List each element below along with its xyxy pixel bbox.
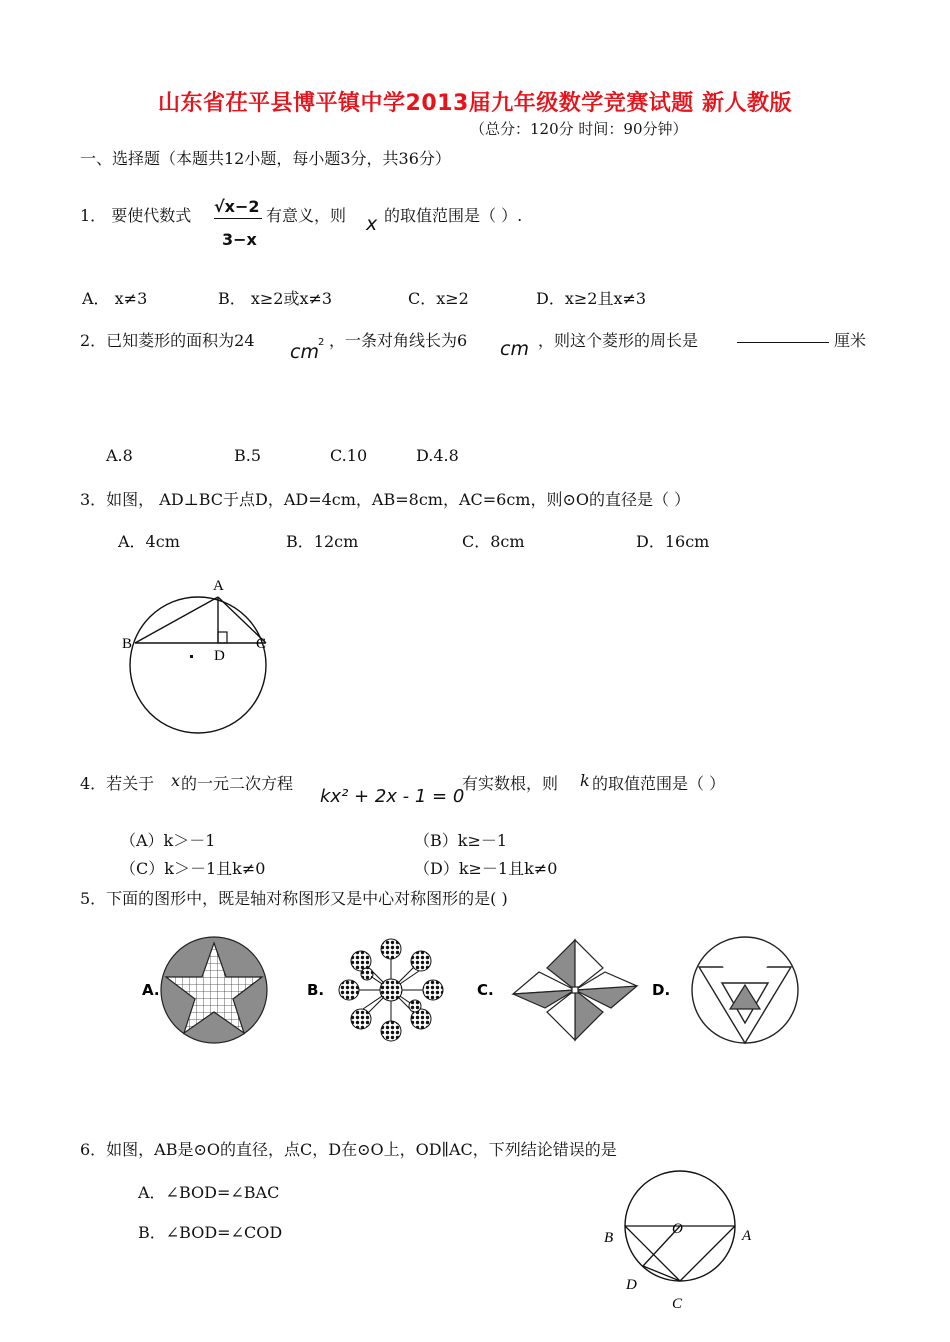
q3-option-c: C．8cm [462, 532, 525, 551]
q4-variable-x: x [171, 771, 181, 790]
q2-option-a: A.8 [106, 446, 133, 465]
q1-fraction-numerator: √x−2 [214, 197, 262, 219]
q1-text-pre: 1． 要使代数式 [80, 206, 192, 225]
q1-option-a: A． x≠3 [82, 289, 148, 308]
q3-option-b: B．12cm [286, 532, 359, 551]
q4-text-mid: 的一元二次方程 [181, 774, 294, 793]
q2-option-d: D.4.8 [416, 446, 459, 465]
q6-label-o: O [672, 1221, 683, 1237]
q2-text-pre: 2．已知菱形的面积为24 [80, 331, 255, 350]
q3-option-d: D．16cm [636, 532, 710, 551]
q3-label-c: C [256, 636, 267, 652]
q4-option-d: （D）k≥－1且k≠0 [414, 859, 558, 878]
q6-option-b: B．∠BOD=∠COD [138, 1223, 283, 1242]
q5-figure-d [650, 935, 800, 1055]
q6-label-a: A [742, 1228, 752, 1244]
q6-text: 6．如图，AB是⊙O的直径，点C，D在⊙O上，OD∥AC，下列结论错误的是 [80, 1140, 617, 1159]
q1-fraction-denominator: 3−x [222, 230, 257, 249]
q4-equation: kx² + 2x - 1 = 0 [320, 786, 465, 807]
q6-label-d: D [626, 1277, 637, 1293]
q5-label-d: D. [652, 981, 671, 999]
q4-text-post1: 有实数根，则 [462, 774, 559, 793]
q2-answer-blank [737, 328, 829, 347]
section-heading: 一、选择题（本题共12小题，每小题3分，共36分） [80, 149, 451, 168]
q5-figure-b [305, 935, 455, 1055]
q6-label-b: B [604, 1230, 614, 1246]
q6-label-c: C [672, 1296, 683, 1312]
q2-unit-superscript: 2 [318, 337, 325, 348]
q4-text-pre: 4．若关于 [80, 774, 155, 793]
q5-text: 5．下面的图形中，既是轴对称图形又是中心对称图形的是( ) [80, 889, 508, 908]
q1-option-b: B． x≥2或x≠3 [218, 289, 333, 308]
q6-option-a: A．∠BOD=∠BAC [138, 1183, 280, 1202]
q1-text-post: 的取值范围是（ ）. [384, 206, 523, 225]
q3-text: 3．如图， AD⊥BC于点D，AD=4cm，AB=8cm，AC=6cm，则⊙O的直径是（ ） [80, 490, 691, 509]
q3-label-a: A [213, 578, 224, 594]
page-title: 山东省茌平县博平镇中学2013届九年级数学竞赛试题 新人教版 [158, 91, 792, 116]
q4-variable-k: k [580, 771, 590, 790]
q5-figure-c [475, 935, 645, 1055]
q5-label-a: A. [142, 981, 160, 999]
q5-label-c: C. [477, 981, 494, 999]
q2-text-post: ，则这个菱形的周长是 [538, 331, 699, 350]
q4-text-post2: 的取值范围是（ ） [592, 774, 726, 793]
q2-text-tail: 厘米 [834, 331, 867, 350]
q2-unit-cm: cm [500, 338, 529, 360]
q3-label-d: D [214, 648, 225, 664]
page-subtitle: （总分：120分 时间：90分钟） [470, 120, 688, 138]
q3-circle-figure [120, 570, 280, 740]
q4-option-b: （B）k≥－1 [414, 831, 508, 850]
q2-unit-cm2: cm [290, 341, 319, 363]
q4-option-c: （C）k＞－1且k≠0 [120, 859, 266, 878]
q4-option-a: （A）k＞－1 [120, 831, 216, 850]
q1-option-d: D．x≥2且x≠3 [536, 289, 647, 308]
q3-label-b: B [122, 636, 133, 652]
q5-label-b: B. [307, 981, 325, 999]
q3-option-a: A．4cm [118, 532, 180, 551]
q2-text-mid: ，一条对角线长为6 [329, 331, 468, 350]
q2-option-c: C.10 [330, 446, 368, 465]
q1-text-mid: 有意义，则 [266, 206, 347, 225]
q5-figure-a [140, 935, 280, 1055]
q6-circle-figure [598, 1160, 778, 1320]
q2-option-b: B.5 [234, 446, 262, 465]
q1-variable: x [366, 213, 378, 235]
q1-option-c: C．x≥2 [408, 289, 469, 308]
